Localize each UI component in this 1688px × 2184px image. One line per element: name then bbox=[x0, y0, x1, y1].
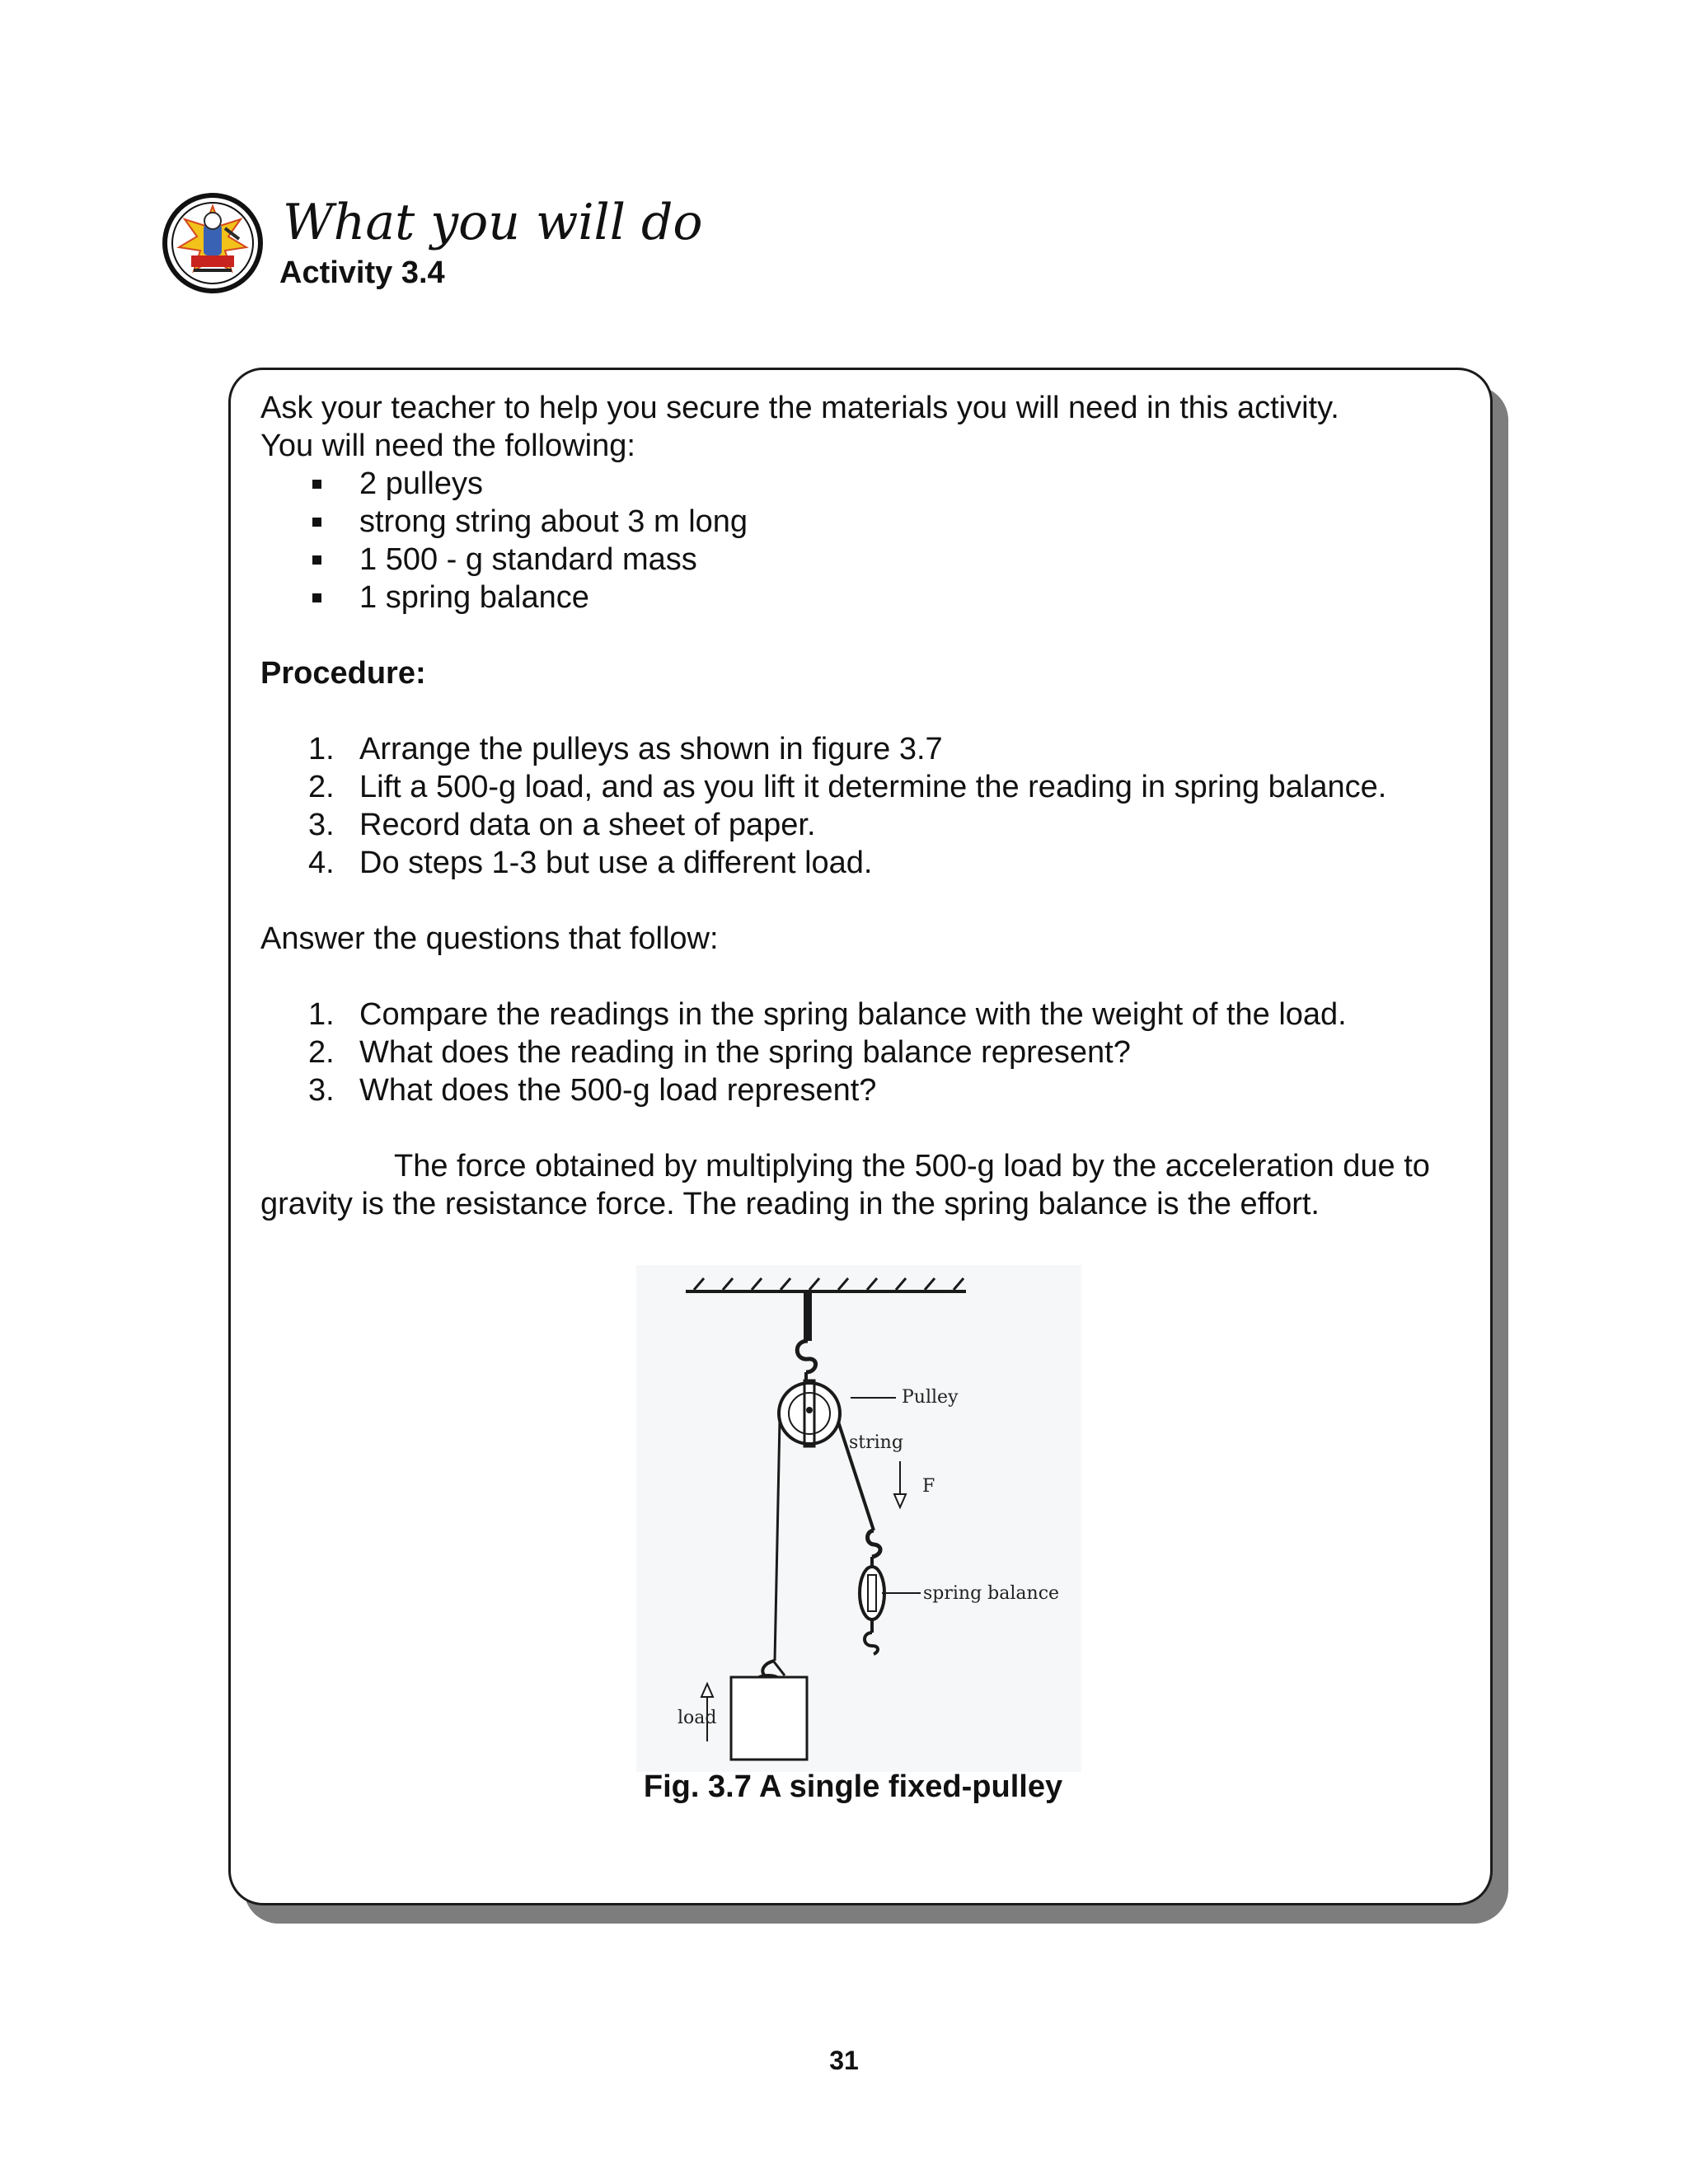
procedure-step: 2. Lift a 500-g load, and as you lift it determine the reading in spring balance. bbox=[308, 770, 1387, 804]
activity-content bbox=[260, 389, 1472, 1223]
question-item: 3. What does the 500-g load represent? bbox=[308, 1073, 877, 1108]
page-number: 31 bbox=[829, 2046, 859, 2075]
spring-balance-label: spring balance bbox=[923, 1583, 1060, 1604]
question-list bbox=[260, 996, 1472, 1109]
intro-line-1: Ask your teacher to help you secure the materials you will need in this activity. bbox=[260, 391, 1339, 425]
materials-list bbox=[260, 465, 1472, 616]
bullet-icon bbox=[312, 518, 321, 527]
load-label: load bbox=[678, 1708, 717, 1728]
spacer bbox=[260, 958, 1472, 996]
procedure-step: 1. Arrange the pulleys as shown in figure 3.7 bbox=[308, 732, 943, 766]
activity-number: Activity 3.4 bbox=[279, 255, 445, 290]
science-emblem-icon bbox=[161, 191, 265, 295]
procedure-step: 4. Do steps 1-3 but use a different load. bbox=[308, 846, 873, 880]
material-item: 2 pulleys bbox=[260, 465, 1472, 503]
figure-caption: Fig. 3.7 A single fixed-pulley bbox=[643, 1769, 1063, 1804]
bullet-icon bbox=[312, 555, 321, 565]
spacer bbox=[260, 616, 1472, 654]
bullet-icon bbox=[312, 480, 321, 489]
spacer bbox=[260, 692, 1472, 730]
pulley-wheel bbox=[779, 1380, 840, 1446]
procedure-step: 3. Record data on a sheet of paper. bbox=[308, 808, 816, 842]
question-item: 2. What does the reading in the spring balance represent? bbox=[308, 1035, 1131, 1070]
intro-line-2: You will need the following: bbox=[260, 429, 635, 463]
force-label: F bbox=[922, 1476, 935, 1497]
bullet-icon bbox=[312, 593, 321, 602]
questions-heading: Answer the questions that follow: bbox=[260, 921, 719, 956]
section-title: What you will do bbox=[283, 194, 703, 251]
material-item: 1 500 - g standard mass bbox=[260, 541, 1472, 579]
question-item: 1. Compare the readings in the spring balance with the weight of the load. bbox=[308, 997, 1347, 1032]
procedure-heading: Procedure: bbox=[260, 656, 426, 691]
explanation-paragraph: The force obtained by multiplying the 500-g load by the acceleration due to gravity is the resistance force. The reading in the spring balance is the effort. bbox=[260, 1149, 1430, 1221]
material-item: 1 spring balance bbox=[260, 579, 1472, 616]
material-item: strong string about 3 m long bbox=[260, 503, 1472, 541]
spacer bbox=[260, 1109, 1472, 1147]
pulley-diagram bbox=[636, 1265, 1081, 1772]
string-label: string bbox=[849, 1432, 903, 1453]
spacer bbox=[260, 882, 1472, 920]
pulley-label: Pulley bbox=[902, 1387, 959, 1408]
activity-header bbox=[161, 191, 820, 307]
procedure-steps bbox=[260, 730, 1472, 882]
